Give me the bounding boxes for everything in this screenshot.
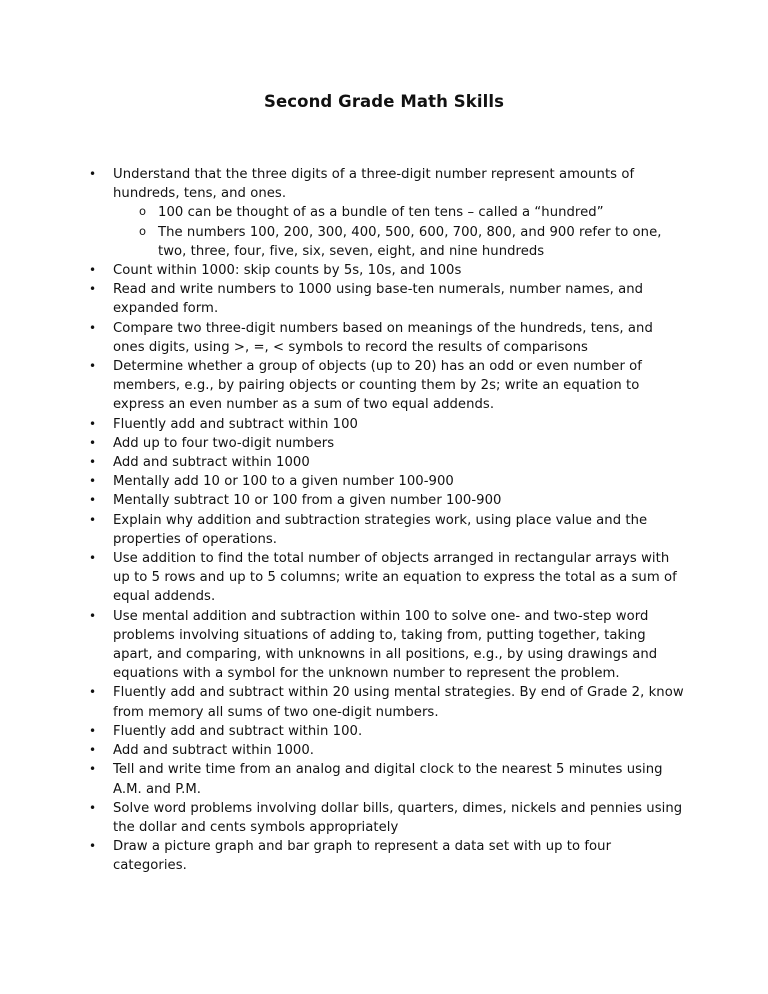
list-item xyxy=(0,165,768,261)
list-item-text: Read and write numbers to 1000 using base-ten numerals, number names, and expanded form. xyxy=(113,282,644,317)
page-title: Second Grade Math Skills xyxy=(263,92,505,111)
list-item xyxy=(0,415,768,434)
list-item-text: Understand that the three digits of a three-digit number represent amounts of hundreds, tens, and ones. xyxy=(113,167,635,202)
list-item-text: Draw a picture graph and bar graph to represent a data set with up to four categories. xyxy=(113,839,612,874)
bullet-icon: • xyxy=(89,282,97,297)
bullet-icon: • xyxy=(89,762,97,777)
list-item xyxy=(0,472,768,491)
bullet-icon: • xyxy=(89,800,97,815)
list-item-text: Solve word problems involving dollar bills, quarters, dimes, nickels and pennies using the dollar and cents symbols appropriately xyxy=(113,800,683,835)
list-item xyxy=(0,741,768,760)
list-item-text: Determine whether a group of objects (up to 20) has an odd or even number of members, e.g., by pairing objects or counting them by 2s; write an equation to express an even number as a sum of two equal addends. xyxy=(113,359,642,413)
bullet-icon: • xyxy=(89,263,97,278)
list-item-text: Add and subtract within 1000. xyxy=(113,743,315,759)
list-item xyxy=(0,837,768,875)
list-item-text: Count within 1000: skip counts by 5s, 10s, and 100s xyxy=(113,263,462,279)
list-item-text: Tell and write time from an analog and digital clock to the nearest 5 minutes using A.M. and P.M. xyxy=(113,762,663,797)
list-item xyxy=(0,491,768,510)
bullet-icon: • xyxy=(89,359,97,374)
list-item xyxy=(0,357,768,415)
list-item xyxy=(0,722,768,741)
list-item xyxy=(0,549,768,607)
bullet-icon: • xyxy=(89,320,97,335)
bullet-icon: • xyxy=(89,743,97,758)
list-item-text: Add and subtract within 1000 xyxy=(113,455,310,471)
sub-bullet-icon: o xyxy=(139,223,147,238)
bullet-icon: • xyxy=(89,839,97,854)
list-item xyxy=(0,760,768,798)
list-item-text: Explain why addition and subtraction strategies work, using place value and the properties of operations. xyxy=(113,512,648,547)
list-item xyxy=(0,799,768,837)
list-item xyxy=(0,607,768,684)
list-item-text: Fluently add and subtract within 20 using mental strategies. By end of Grade 2, know from memory all sums of two one-digit numbers. xyxy=(113,685,684,720)
list-item xyxy=(0,683,768,721)
list-item xyxy=(0,319,768,357)
bullet-icon: • xyxy=(89,723,97,738)
sub-list-item xyxy=(113,223,684,261)
bullet-icon: • xyxy=(89,608,97,623)
bullet-icon: • xyxy=(89,435,97,450)
bullet-icon: • xyxy=(89,167,97,181)
list-item xyxy=(0,453,768,472)
list-item-text: Fluently add and subtract within 100 xyxy=(113,416,358,432)
list-item-text: Use mental addition and subtraction within 100 to solve one- and two-step word problems involving situations of adding to, taking from, putting together, taking apart, and comparing, with unknowns in all positions, e.g., by using drawings and equations with a symbol for the unknown number to represent the problem. xyxy=(113,608,658,682)
skills-list xyxy=(0,165,768,876)
list-item-text: Add up to four two-digit numbers xyxy=(113,435,335,451)
list-item xyxy=(0,434,768,453)
bullet-icon: • xyxy=(89,416,97,431)
sub-list xyxy=(113,203,684,261)
bullet-icon: • xyxy=(89,455,97,470)
sub-bullet-icon: o xyxy=(139,204,147,219)
bullet-icon: • xyxy=(89,685,97,700)
sub-list-item xyxy=(113,203,684,222)
bullet-icon: • xyxy=(89,493,97,508)
sub-list-item-text: The numbers 100, 200, 300, 400, 500, 600, 700, 800, and 900 refer to one, two, three, four, five, six, seven, eight, and nine hundreds xyxy=(158,224,662,259)
list-item-text: Mentally subtract 10 or 100 from a given number 100-900 xyxy=(113,493,502,509)
list-item xyxy=(0,280,768,318)
list-item-text: Fluently add and subtract within 100. xyxy=(113,723,363,739)
bullet-icon: • xyxy=(89,512,97,527)
list-item xyxy=(0,261,768,280)
list-item-text: Use addition to find the total number of objects arranged in rectangular arrays with up to 5 rows and up to 5 columns; write an equation to express the total as a sum of equal addends. xyxy=(113,551,677,605)
list-item-text: Mentally add 10 or 100 to a given number 100-900 xyxy=(113,474,454,490)
bullet-icon: • xyxy=(89,551,97,566)
sub-list-item-text: 100 can be thought of as a bundle of ten tens – called a “hundred” xyxy=(158,205,604,221)
list-item xyxy=(0,511,768,549)
list-item-text: Compare two three-digit numbers based on meanings of the hundreds, tens, and ones digits, using >, =, < symbols to record the results of comparisons xyxy=(113,320,653,355)
bullet-icon: • xyxy=(89,474,97,489)
